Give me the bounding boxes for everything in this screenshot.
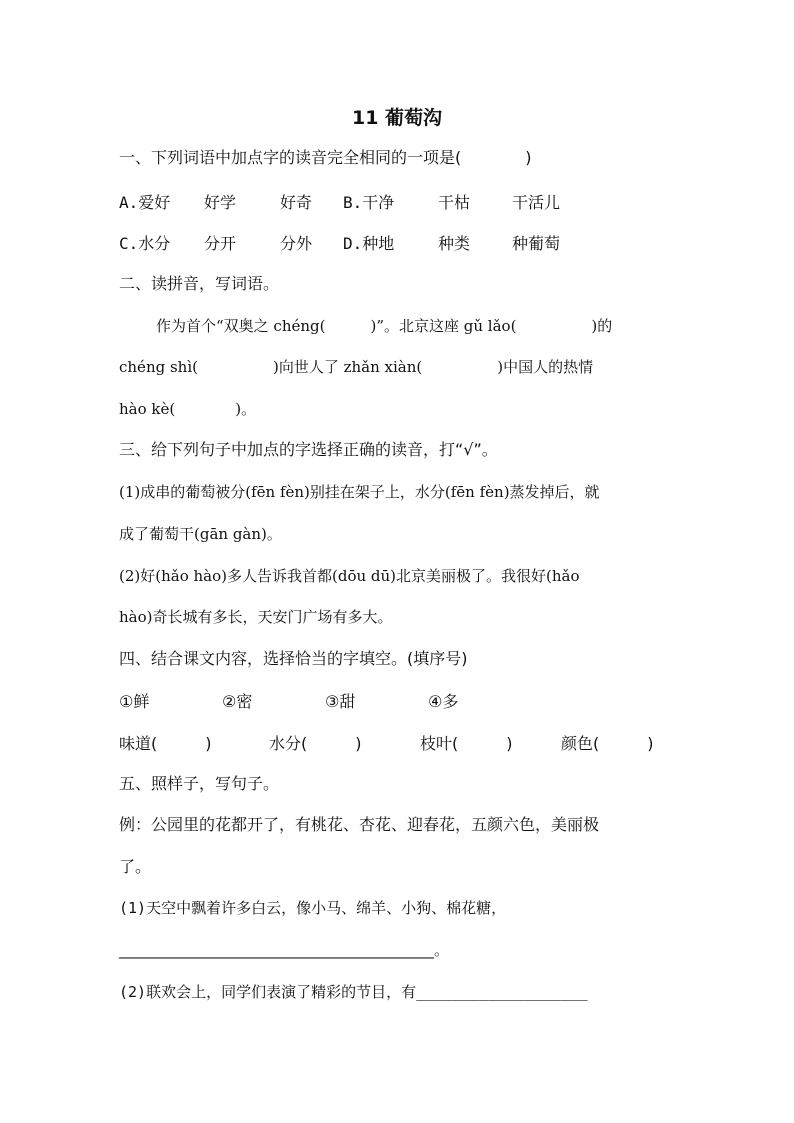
- q5-example-line-1: 例：公园里的花都开了，有桃花、杏花、迎春花，五颜六色，美丽极: [119, 815, 600, 834]
- page-title: 11 葡萄沟: [351, 107, 443, 129]
- q4-stem: 四、结合课文内容，选择恰当的字填空。(填序号): [119, 649, 468, 668]
- q4-blank-color[interactable]: 颜色( ): [561, 734, 654, 753]
- q1-option-c-2: 分开: [204, 234, 237, 253]
- q1-option-c-3: 分外: [280, 234, 313, 253]
- q4-option-2: ②密: [222, 692, 253, 711]
- q3-line-1: (1)成串的葡萄被分(fēn fèn)别挂在架子上，水分(fēn fèn)蒸发掉后，就: [119, 483, 600, 501]
- q1-option-d-3: 种葡萄: [512, 234, 561, 253]
- q1-option-b-2: 干枯: [438, 193, 471, 212]
- q1-option-b-3: 干活儿: [512, 193, 561, 212]
- q3-line-2: 成了葡萄干(gān gàn)。: [119, 525, 282, 543]
- q1-option-c-1: C.水分: [119, 234, 171, 253]
- q2-line-3: hào kè( )。: [119, 400, 257, 418]
- q1-option-a-2: 好学: [204, 193, 237, 212]
- q4-blank-leaves[interactable]: 枝叶( ): [420, 734, 513, 753]
- q5-sentence-1: (1)天空中飘着许多白云，像小马、绵羊、小狗、棉花糖，: [119, 899, 507, 917]
- q1-option-d-2: 种类: [438, 234, 471, 253]
- q2-line-2: chéng shì( )向世人了 zhǎn xiàn( )中国人的热情: [119, 358, 594, 376]
- q4-option-1: ①鲜: [119, 692, 150, 711]
- q3-line-3: (2)好(hǎo hào)多人告诉我首都(dōu dū)北京美丽极了。我很好(hǎo: [119, 567, 580, 585]
- q4-option-4: ④多: [428, 692, 459, 711]
- q2-stem: 二、读拼音，写词语。: [119, 274, 280, 293]
- q4-blank-water[interactable]: 水分( ): [269, 734, 362, 753]
- q3-line-4: hào)奇长城有多长，天安门广场有多大。: [119, 608, 393, 626]
- q5-stem: 五、照样子，写句子。: [119, 774, 280, 793]
- q1-stem: 一、下列词语中加点字的读音完全相同的一项是( ): [119, 148, 532, 167]
- q5-sentence-2[interactable]: (2)联欢会上，同学们表演了精彩的节目，有___________________: [119, 983, 588, 1001]
- q1-option-a-3: 好奇: [280, 193, 313, 212]
- q5-example-line-2: 了。: [119, 857, 152, 876]
- q4-blank-taste[interactable]: 味道( ): [119, 734, 212, 753]
- q2-line-1: 作为首个“双奥之 chéng( )”。北京这座 gǔ lǎo( )的: [156, 317, 613, 335]
- q1-option-b-1: B.干净: [343, 193, 395, 212]
- q1-option-d-1: D.种地: [343, 234, 395, 253]
- q4-option-3: ③甜: [325, 692, 356, 711]
- q5-sentence-1-answer-line[interactable]: __________________________________________。: [119, 941, 450, 959]
- q1-option-a-1: A.爱好: [119, 193, 171, 212]
- q3-stem: 三、给下列句子中加点的字选择正确的读音，打“√”。: [119, 440, 498, 459]
